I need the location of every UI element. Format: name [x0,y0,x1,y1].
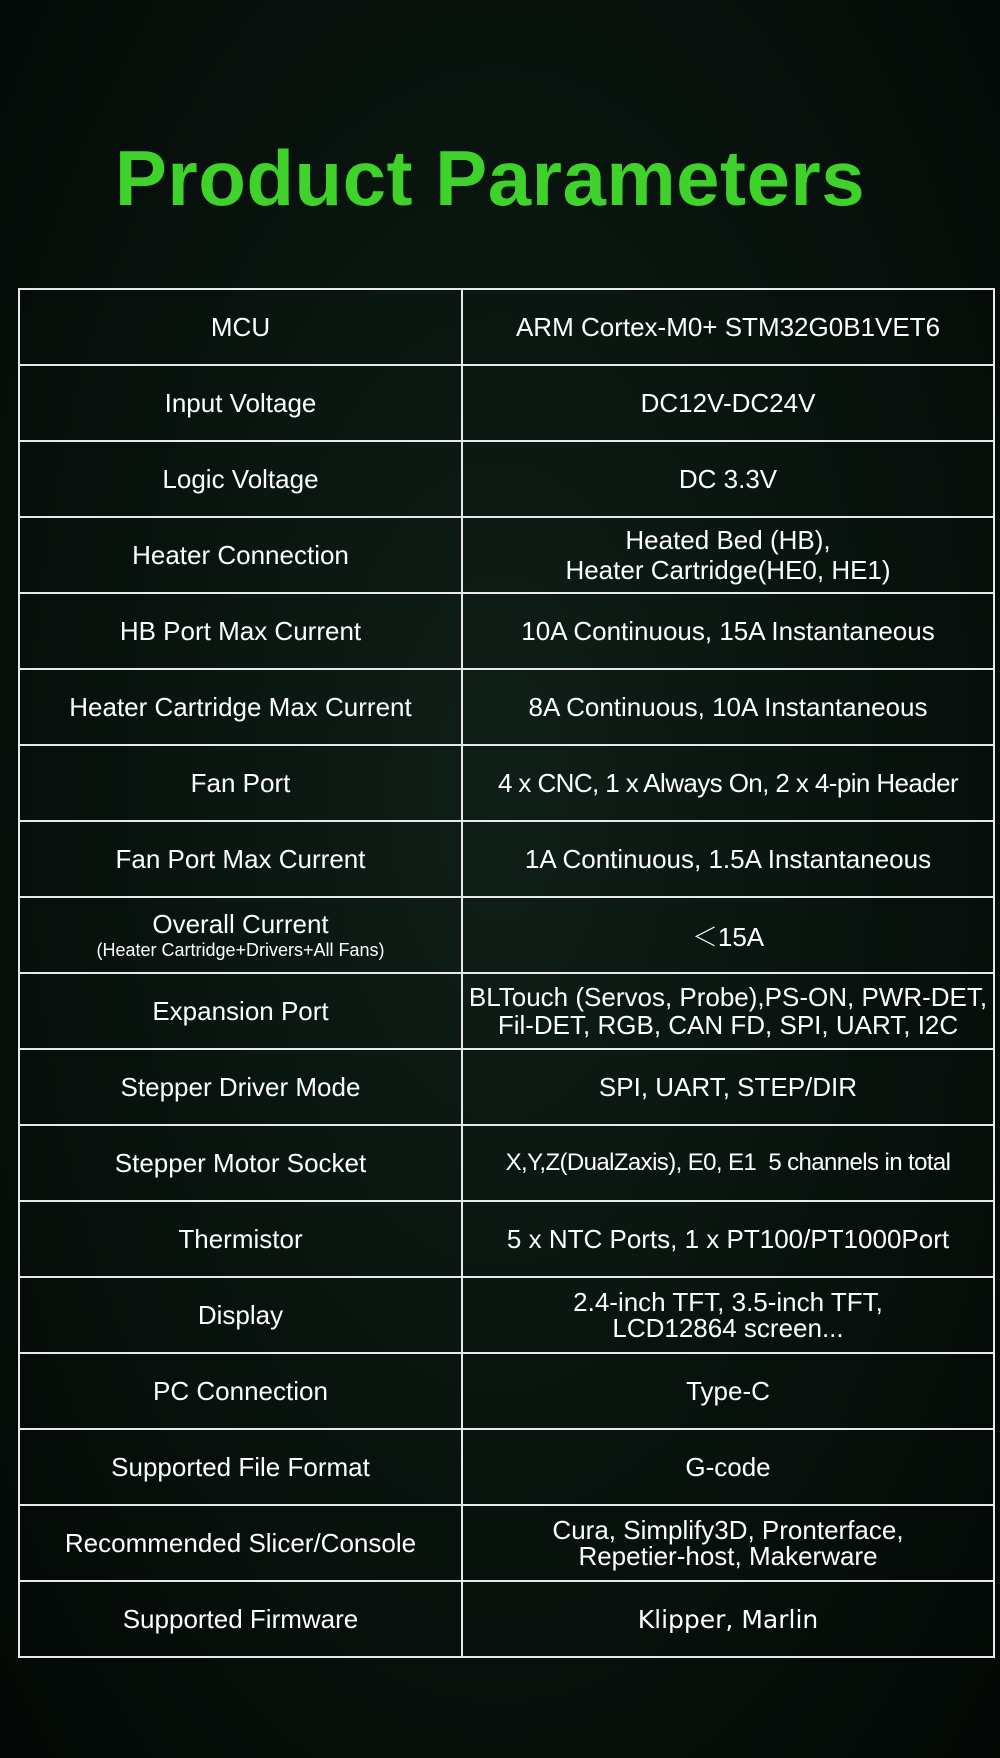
param-label-input-voltage: Input Voltage [19,365,462,441]
param-value-fan-port-max-current: 1A Continuous, 1.5A Instantaneous [462,821,994,897]
table-row [19,593,994,669]
param-label-hb-port-max-current: HB Port Max Current [19,593,462,669]
param-value-stepper-driver-mode: SPI, UART, STEP/DIR [462,1049,994,1125]
table-row [19,1353,994,1429]
param-value-display [462,1277,994,1353]
param-label-fan-port-max-current: Fan Port Max Current [19,821,462,897]
table-row [19,1505,994,1581]
param-label-heater-cartridge-max-current: Heater Cartridge Max Current [19,669,462,745]
value-line: Cura, Simplify3D, Pronterface, [552,1515,904,1545]
param-value-heater-cartridge-max-current: 8A Continuous, 10A Instantaneous [462,669,994,745]
value-line: Fil-DET, RGB, CAN FD, SPI, UART, I2C [497,1010,959,1040]
param-value-fan-port: 4 x CNC, 1 x Always On, 2 x 4-pin Header [462,745,994,821]
parameters-table [18,288,995,1658]
table-row [19,1277,994,1353]
label-sub: (Heater Cartridge+Drivers+All Fans) [96,940,385,960]
table-row [19,1429,994,1505]
param-value-recommended-slicer [462,1505,994,1581]
table-row [19,517,994,593]
value-line: LCD12864 screen... [612,1313,844,1343]
table-row [19,365,994,441]
table-row [19,289,994,365]
param-label-supported-file-format: Supported File Format [19,1429,462,1505]
param-label-heater-connection: Heater Connection [19,517,462,593]
param-label-fan-port: Fan Port [19,745,462,821]
param-value-hb-port-max-current: 10A Continuous, 15A Instantaneous [462,593,994,669]
param-label-pc-connection: PC Connection [19,1353,462,1429]
param-label-display: Display [19,1277,462,1353]
param-value-mcu: ARM Cortex-M0+ STM32G0B1VET6 [462,289,994,365]
table-row [19,973,994,1049]
table-row [19,745,994,821]
param-value-overall-current: ＜15A [462,897,994,973]
param-value-stepper-motor-socket: X,Y,Z(DualZaxis), E0, E1 5 channels in total [462,1125,994,1201]
param-label-thermistor: Thermistor [19,1201,462,1277]
label-main: Overall Current [152,909,329,939]
param-label-recommended-slicer: Recommended Slicer/Console [19,1505,462,1581]
table-row [19,1125,994,1201]
value-line: Heater Cartridge(HE0, HE1) [565,555,891,585]
table-row [19,821,994,897]
page-title: Product Parameters [114,134,866,222]
param-value-thermistor: 5 x NTC Ports, 1 x PT100/PT1000Port [462,1201,994,1277]
param-value-pc-connection: Type-C [462,1353,994,1429]
param-value-supported-file-format: G-code [462,1429,994,1505]
value-line: Heated Bed (HB), [625,525,831,555]
param-value-expansion-port [462,973,994,1049]
param-label-mcu: MCU [19,289,462,365]
table-row [19,669,994,745]
param-value-input-voltage: DC12V-DC24V [462,365,994,441]
param-value-logic-voltage: DC 3.3V [462,441,994,517]
table-row [19,1049,994,1125]
table-row [19,897,994,973]
param-label-stepper-driver-mode: Stepper Driver Mode [19,1049,462,1125]
param-value-heater-connection [462,517,994,593]
param-label-stepper-motor-socket: Stepper Motor Socket [19,1125,462,1201]
param-label-supported-firmware: Supported Firmware [19,1581,462,1657]
value-line: BLTouch (Servos, Probe),PS-ON, PWR-DET, [468,982,988,1012]
param-value-supported-firmware: Klipper, Marlin [462,1581,994,1657]
table-row [19,441,994,517]
param-label-expansion-port: Expansion Port [19,973,462,1049]
value-line: 2.4-inch TFT, 3.5-inch TFT, [573,1287,883,1317]
param-label-overall-current [19,897,462,973]
param-label-logic-voltage: Logic Voltage [19,441,462,517]
value-line: Repetier-host, Makerware [578,1541,878,1571]
table-row [19,1201,994,1277]
table-row [19,1581,994,1657]
